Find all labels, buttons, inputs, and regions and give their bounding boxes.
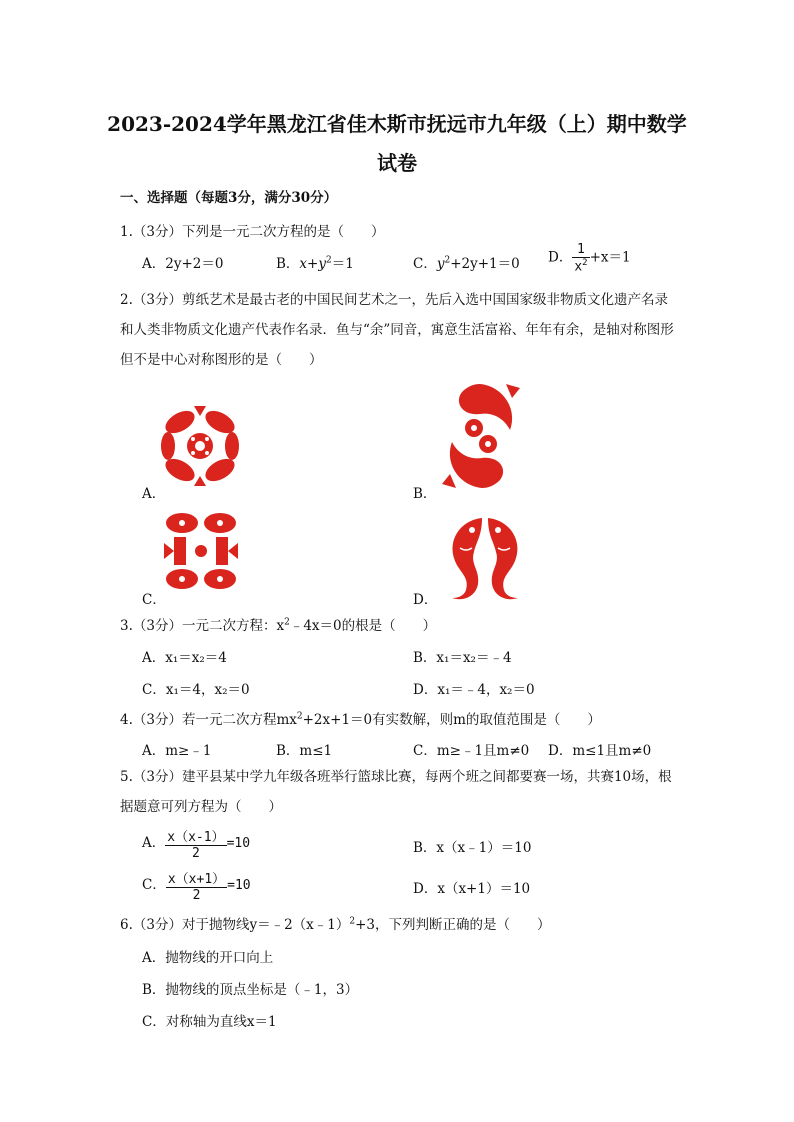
q2-option-c-label[interactable]: C． xyxy=(142,592,166,608)
question-5-stem: 5.（3分）建平县某中学九年级各班举行篮球比赛，每两个班之间都要赛一场，共赛10场，根据题意可列方程为（ ） xyxy=(120,769,672,815)
q2-option-d-label[interactable]: D． xyxy=(413,592,438,608)
q3-option-b[interactable]: B．x₁＝x₂＝﹣4 xyxy=(413,650,512,666)
question-1-stem: 1.（3分）下列是一元二次方程的是（ ） xyxy=(120,224,385,240)
q3-option-c[interactable]: C．x₁＝4，x₂＝0 xyxy=(142,682,250,698)
q2-option-b-label[interactable]: B． xyxy=(413,486,437,502)
q1-option-a[interactable]: A．2y+2＝0 xyxy=(142,256,224,272)
question-3-stem: 3.（3分）一元二次方程：$x^2﹣4x=0$的根是（ ） xyxy=(120,617,437,634)
q5-option-c[interactable]: C． $\frac{x(x+1)}{2}$ =10 xyxy=(142,868,251,903)
question-4-stem: 4.（3分）若一元二次方程$mx^2+2x+1=0$有实数解，则m的取值范围是（ ） xyxy=(120,711,601,728)
q6-option-b[interactable]: B．抛物线的顶点坐标是（﹣1，3） xyxy=(142,982,359,998)
q4-option-c[interactable]: C．m≥﹣1且m≠0 xyxy=(413,743,530,759)
section-heading: 一、选择题（每题3分，满分30分） xyxy=(120,190,338,206)
fish-papercut-a-icon[interactable] xyxy=(160,402,240,490)
q1-option-d[interactable]: D． $\frac{1}{x^2}$ +x＝1 xyxy=(548,242,631,275)
q2-option-a-label[interactable]: A． xyxy=(142,486,166,502)
q5-option-b[interactable]: B．x（x﹣1）＝10 xyxy=(413,840,532,856)
q4-option-a[interactable]: A．m≥﹣1 xyxy=(142,743,212,759)
fish-papercut-d-icon[interactable] xyxy=(440,512,530,602)
question-6-stem: 6.（3分）对于抛物线y＝﹣2（x﹣1）$^2$+3，下列判断正确的是（ ） xyxy=(120,916,551,933)
q3-option-d[interactable]: D．x₁＝﹣4，x₂＝0 xyxy=(413,682,535,698)
page-title-line2: 试卷 xyxy=(377,151,417,175)
question-2-stem: 2.（3分）剪纸艺术是最古老的中国民间艺术之一，先后入选中国国家级非物质文化遗产名录和人类非物质文化遗产代表作名录．鱼与“余”同音，寓意生活富裕、年年有余，是轴对称图形但不是中心对称图形的是（ ） xyxy=(120,292,674,368)
q4-option-d[interactable]: D．m≤1且m≠0 xyxy=(548,743,652,759)
q5-option-a[interactable]: A． $\frac{x(x-1)}{2}$ =10 xyxy=(142,826,250,861)
q6-option-a[interactable]: A．抛物线的开口向上 xyxy=(142,950,274,966)
q4-option-b[interactable]: B．m≤1 xyxy=(276,743,333,759)
page-title-line1: 2023-2024学年黑龙江省佳木斯市抚远市九年级（上）期中数学 xyxy=(107,112,687,136)
q3-option-a[interactable]: A．x₁＝x₂＝4 xyxy=(142,650,227,666)
fish-papercut-c-icon[interactable] xyxy=(160,503,242,599)
fish-papercut-b-icon[interactable] xyxy=(440,380,522,492)
q1-option-c[interactable]: C．$y^2+2y+1=0$ xyxy=(413,255,520,272)
q5-option-d[interactable]: D．x（x+1）＝10 xyxy=(413,881,531,897)
q6-option-c[interactable]: C．对称轴为直线x＝1 xyxy=(142,1014,277,1030)
q1-option-b[interactable]: B．$x+y^2=1$ xyxy=(276,255,354,272)
